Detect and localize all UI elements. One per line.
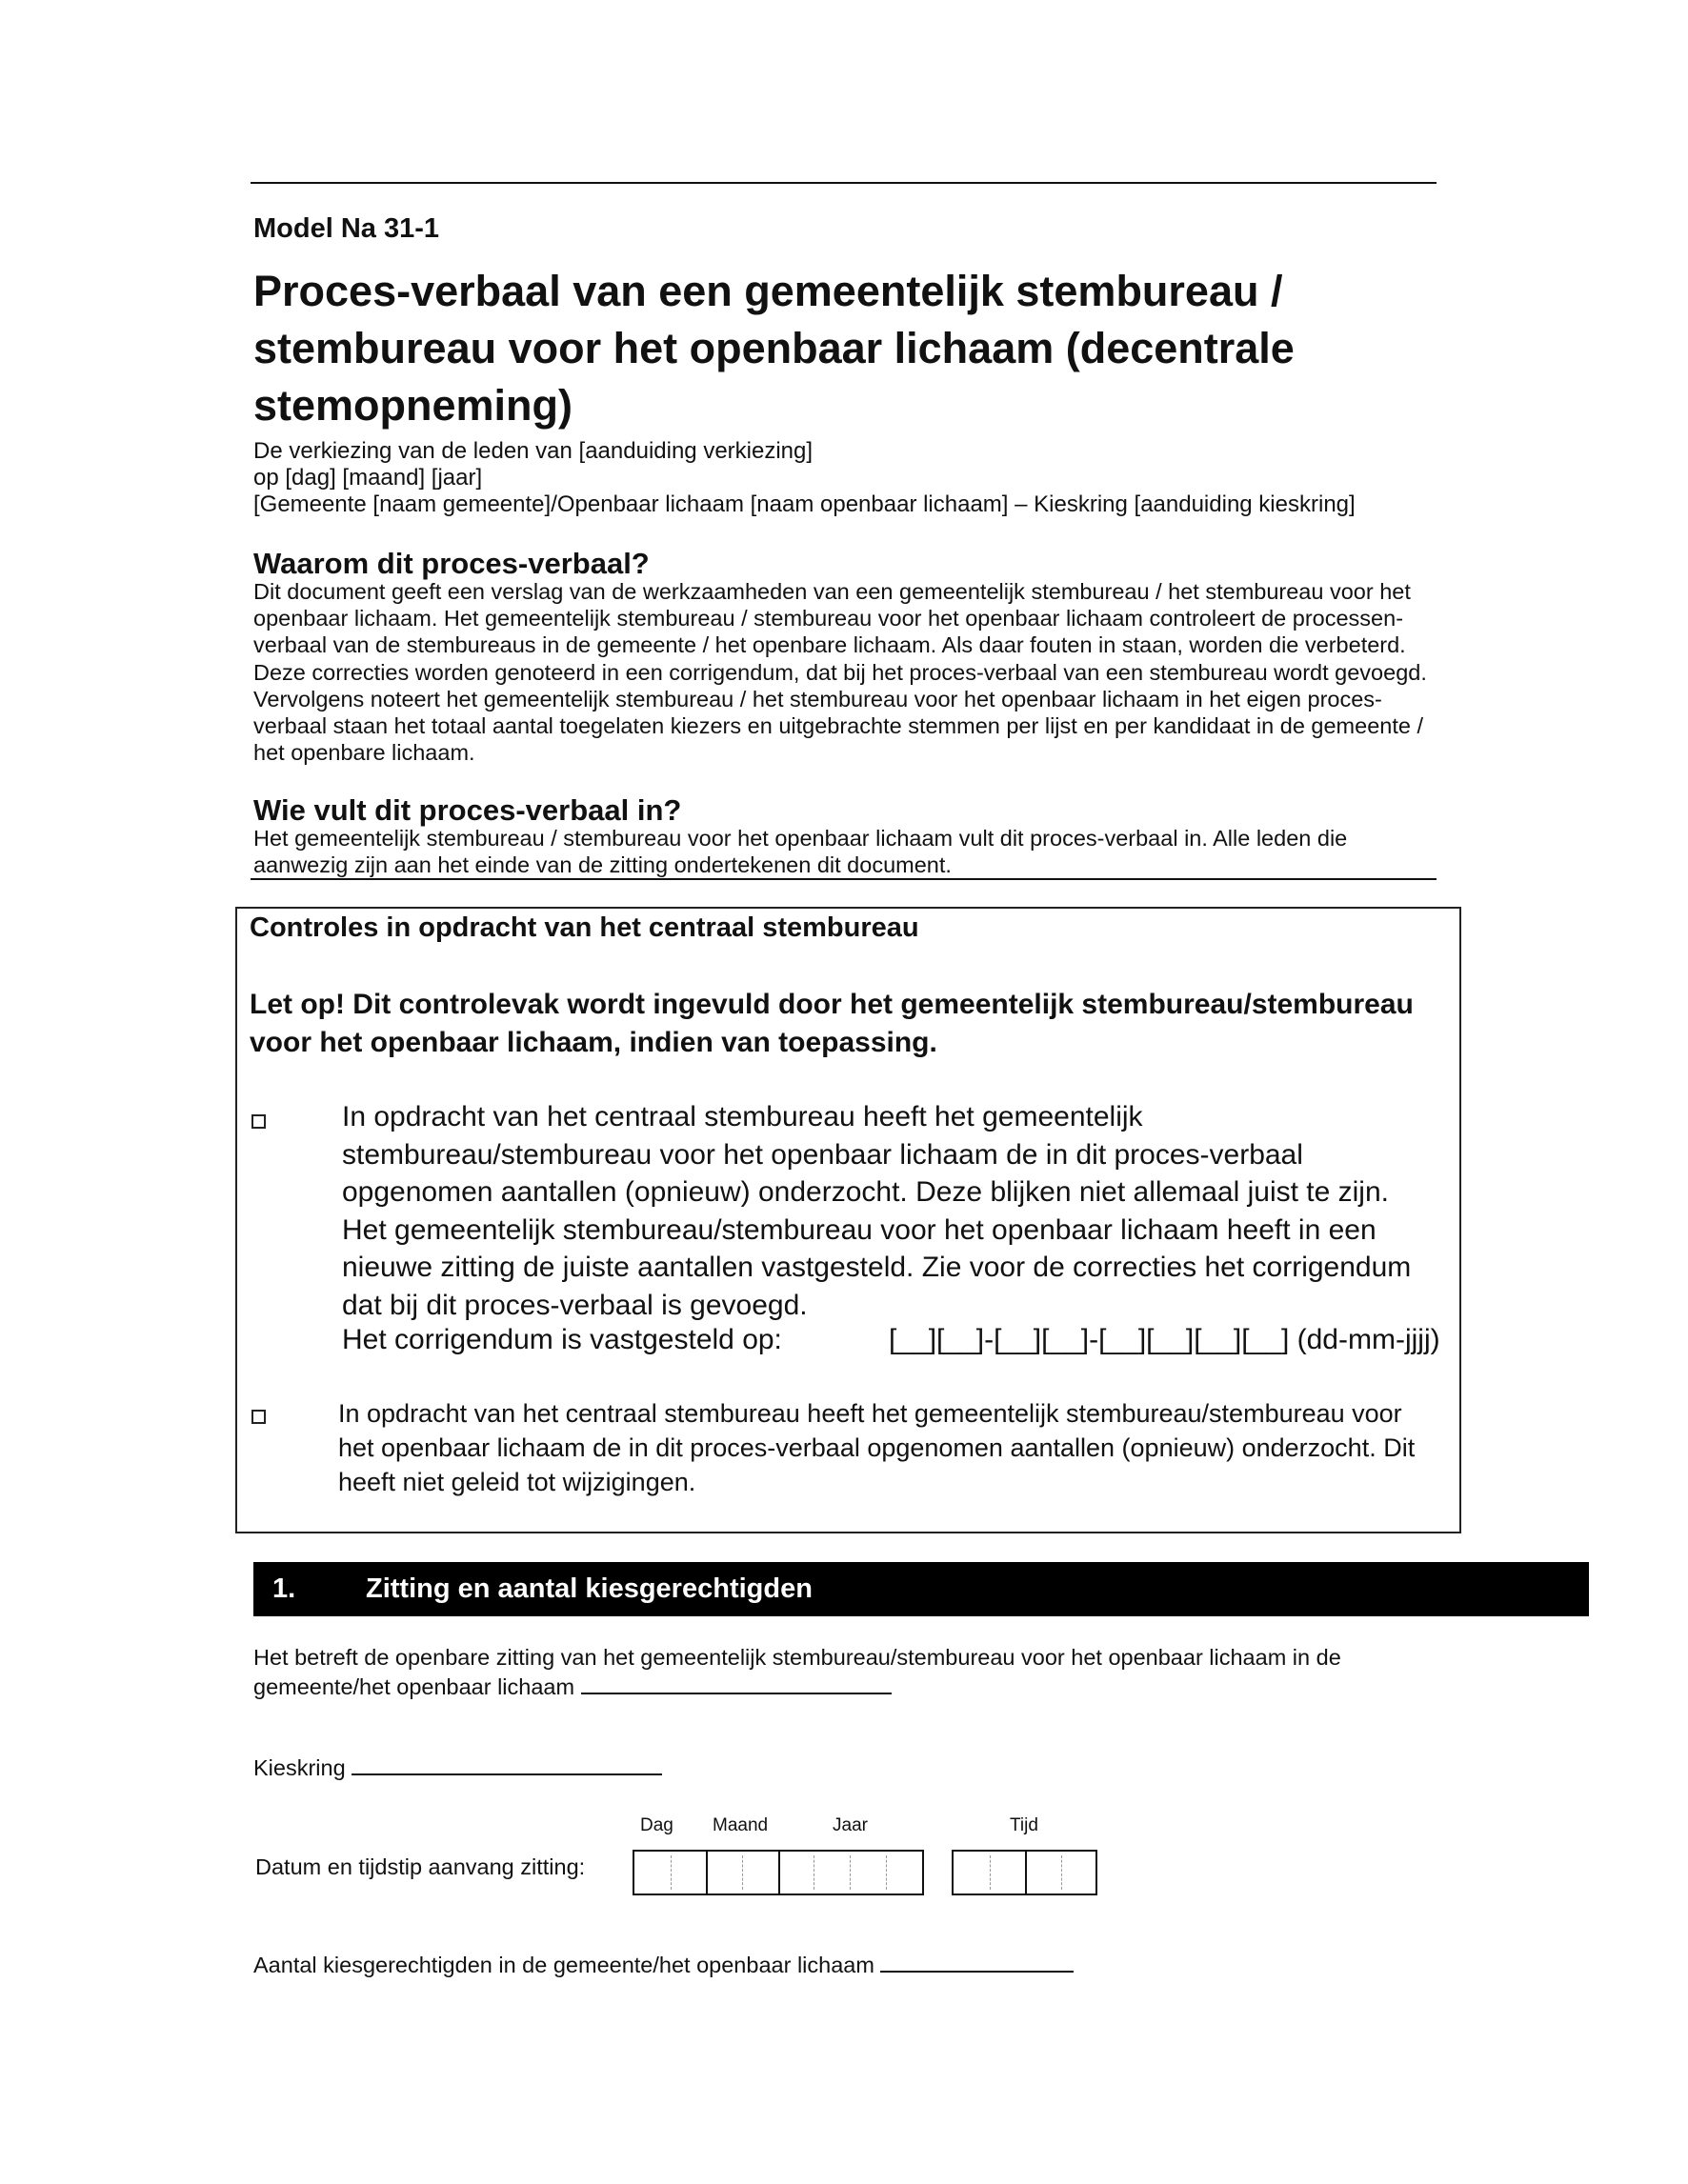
section1-intro-line2 [253,1672,892,1700]
corrigendum-label: Het corrigendum is vastgesteld op: [342,1324,782,1355]
option1-checkbox[interactable] [251,1114,266,1129]
who-text: Het gemeentelijk stembureau / stembureau voor het openbaar lichaam vult dit proces-verbaal in. Alle leden die aanwezig zijn aan het einde van de zitting ondertekenen dit document. [253,826,1348,878]
controls-title: Controles in opdracht van het centraal stembureau [250,912,919,943]
who-heading: Wie vult dit proces-verbaal in? [253,793,682,827]
why-heading: Waarom dit proces-verbaal? [253,547,650,580]
header-tijd: Tijd [1010,1815,1038,1835]
voter-count-label: Aantal kiesgerechtigden in de gemeente/het openbaar lichaam [253,1953,874,1977]
kieskring-label: Kieskring [253,1755,346,1780]
page-title: Proces-verbaal van een gemeentelijk stembureau / stembureau voor het openbaar lichaam (decentrale stemopneming) [253,267,1295,430]
municipality-label: gemeente/het openbaar lichaam [253,1674,575,1699]
maand-jaar-separator [778,1852,780,1893]
kieskring-blank[interactable] [352,1753,662,1775]
date-input-grid[interactable] [633,1850,924,1895]
corrigendum-date-field[interactable]: [__][__]-[__][__]-[__][__][__][__] (dd-mm-jjjj) [889,1324,1440,1355]
date-label: Datum en tijdstip aanvang zitting: [255,1854,586,1879]
municipality-blank[interactable] [581,1672,892,1694]
option2-text: In opdracht van het centraal stembureau heeft het gemeentelijk stembureau/stembureau voor het openbaar lichaam de in dit proces-verbaal opgenomen aantallen (opnieuw) onderzocht. Dit heeft niet geleid tot wijzigingen. [338,1399,1416,1496]
header-dag: Dag [640,1815,673,1835]
header-maand: Maand [713,1815,769,1835]
municipality-line: [Gemeente [naam gemeente]/Openbaar lichaam [naam openbaar lichaam] – Kieskring [aanduiding kieskring] [253,491,1356,517]
section1-intro-line1: Het betreft de openbare zitting van het gemeentelijk stembureau/stembureau voor het openbaar lichaam in de [253,1645,1341,1670]
hour-divider [990,1855,991,1890]
jaar-divider-3 [886,1855,887,1890]
voter-count-line [253,1950,1074,1978]
voter-count-blank[interactable] [880,1950,1074,1973]
hour-minute-separator [1025,1852,1027,1893]
intro-bottom-rule [251,878,1437,880]
time-input-grid[interactable] [952,1850,1097,1895]
dag-divider [671,1855,672,1890]
minute-divider [1061,1855,1062,1890]
model-number: Model Na 31-1 [253,213,439,244]
date-line: op [dag] [maand] [jaar] [253,465,483,491]
section1-number: 1. [272,1573,296,1604]
top-rule [251,182,1437,184]
option1-text: In opdracht van het centraal stembureau heeft het gemeentelijk stembureau/stembureau voor het openbaar lichaam de in dit proces-verbaal opgenomen aantallen (opnieuw) onderzocht. Deze blijken niet allemaal juist te zijn. Het gemeentelijk stembureau/stembureau voor het openbaar lichaam heeft in een nieuwe zitting de juiste aantallen vastgesteld. Zie voor de correcties het corrigendum dat bij dit proces-verbaal is gevoegd. [342,1101,1412,1321]
section1-title: Zitting en aantal kiesgerechtigden [366,1573,813,1604]
kieskring-line [253,1753,662,1781]
maand-divider [742,1855,743,1890]
jaar-divider-2 [850,1855,851,1890]
election-line: De verkiezing van de leden van [aanduiding verkiezing] [253,438,814,464]
why-text: Dit document geeft een verslag van de werkzaamheden van een gemeentelijk stembureau / het stembureau voor het openbaar lichaam. Het gemeentelijk stembureau / stembureau voor het openbaar lichaam controleert de processen-verbaal van de stembureaus in de gemeente / het openbare lichaam. Als daar fouten in staan, worden die verbeterd. Deze correcties worden genoteerd in een corrigendum, dat bij het proces-verbaal van een stembureau wordt gevoegd. Vervolgens noteert het gemeentelijk stembureau / het stembureau voor het openbaar lichaam in het eigen proces-verbaal staan het totaal aantal toegelaten kiezers en uitgebrachte stemmen per lijst en per kandidaat in de gemeente / het openbare lichaam. [253,579,1427,766]
option2-checkbox[interactable] [251,1410,266,1424]
dag-maand-separator [706,1852,708,1893]
controls-warning: Let op! Dit controlevak wordt ingevuld door het gemeentelijk stembureau/stembureau voor het openbaar lichaam, indien van toepassing. [250,989,1414,1058]
header-jaar: Jaar [833,1815,868,1835]
